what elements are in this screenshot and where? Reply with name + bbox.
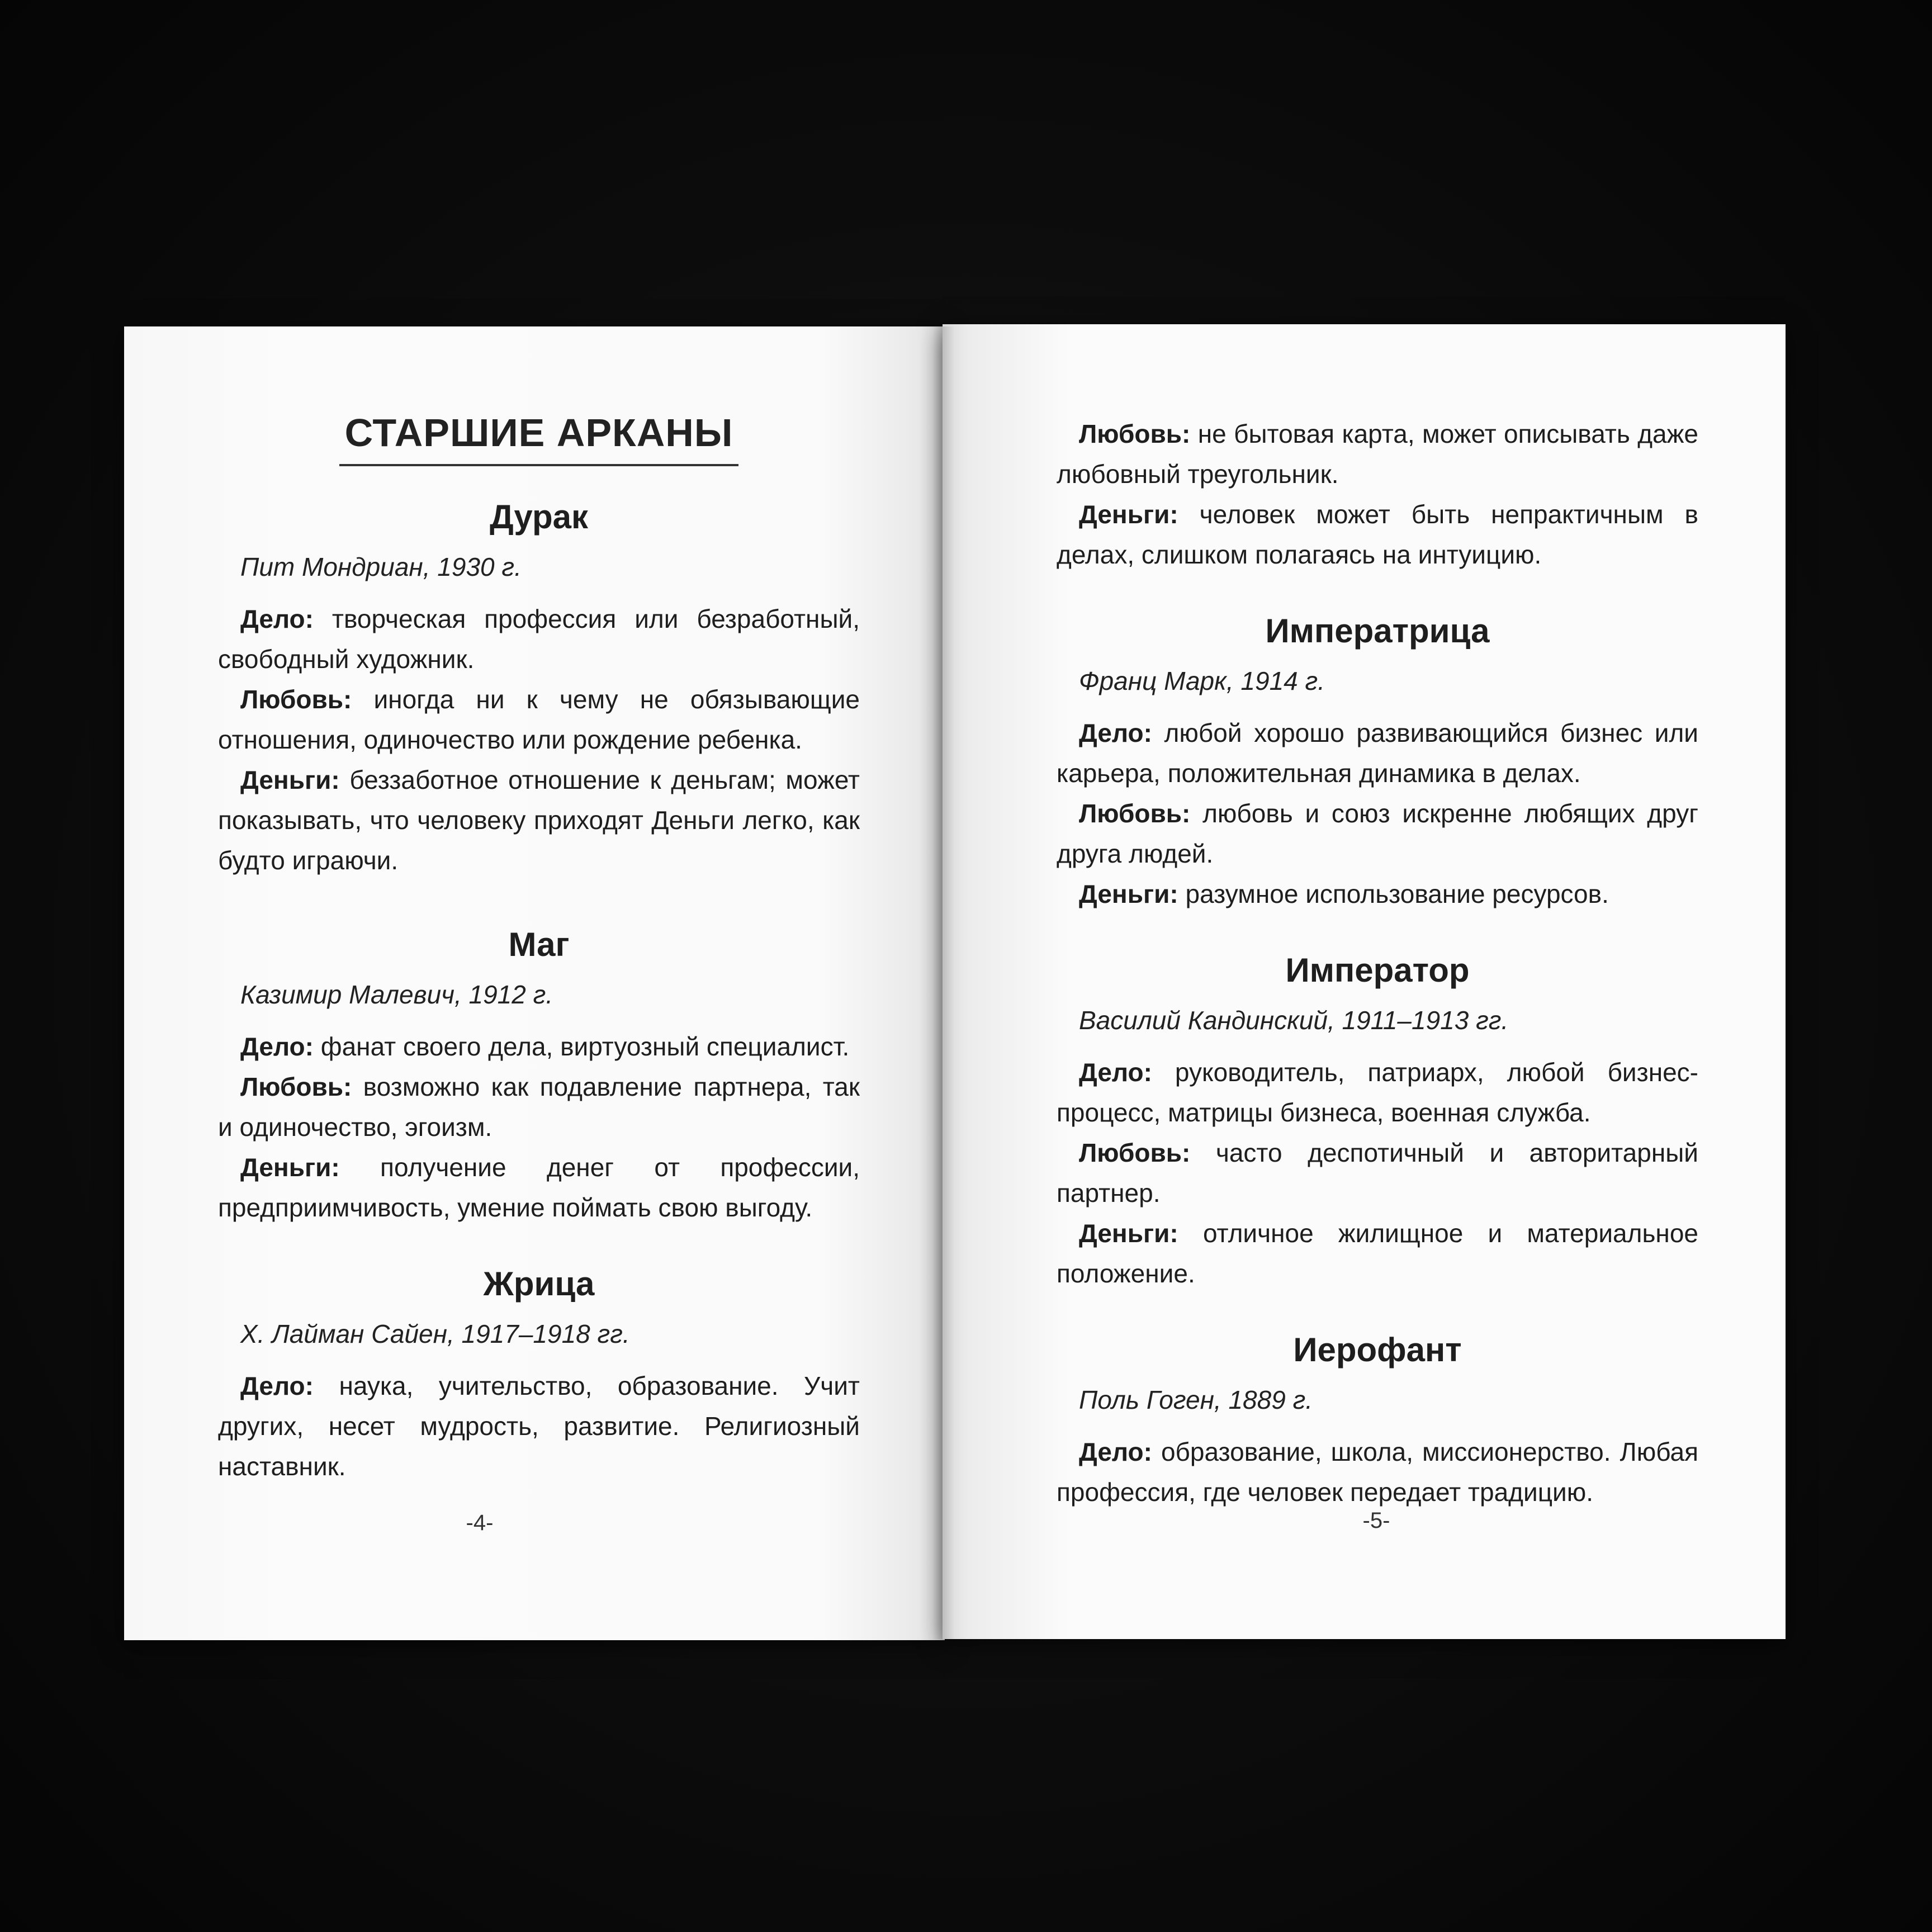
- entry-work-fool: [218, 599, 860, 679]
- text-money: беззаботное отношение к деньгам; может показывать, что человеку приходят Деньги легко, как будто играючи.: [218, 765, 860, 875]
- label-work: Дело:: [240, 604, 314, 633]
- label-love: Любовь:: [240, 1072, 352, 1101]
- entry-money-fool: [218, 760, 860, 880]
- label-money: Деньги:: [240, 1153, 340, 1182]
- text-work: любой хорошо развивающийся бизнес или карьера, положительная динамика в делах.: [1057, 718, 1698, 788]
- section-title-text: СТАРШИЕ АРКАНЫ: [339, 410, 739, 466]
- text-work: образование, школа, миссионерство. Любая профессия, где человек передает традицию.: [1057, 1437, 1698, 1507]
- label-money: Деньги:: [240, 765, 340, 794]
- label-love: Любовь:: [1079, 419, 1191, 448]
- label-work: Дело:: [240, 1032, 314, 1061]
- label-money: Деньги:: [1079, 1219, 1178, 1248]
- label-work: Дело:: [1079, 718, 1152, 747]
- label-work: Дело:: [240, 1371, 314, 1400]
- text-work: фанат своего дела, виртуозный специалист.: [313, 1032, 850, 1061]
- text-work: творческая профессия или безработный, свободный художник.: [218, 604, 860, 674]
- text-work: руководитель, патриарх, любой бизнес-процесс, матрицы бизнеса, военная служба.: [1057, 1058, 1698, 1127]
- entry-love-magician: [218, 1067, 860, 1147]
- right-page: [943, 324, 1786, 1639]
- card-artwork-emperor: Василий Кандинский, 1911–1913 гг.: [1079, 1006, 1509, 1035]
- entry-love-continued: [1057, 414, 1698, 494]
- card-title-fool: Дурак: [489, 498, 589, 536]
- text-work: наука, учительство, образование. Учит других, несет мудрость, развитие. Религиозный наставник.: [218, 1371, 860, 1481]
- text-love: иногда ни к чему не обязывающие отношения, одиночество или рождение ребенка.: [218, 685, 860, 754]
- text-love: любовь и союз искренне любящих друг друга людей.: [1057, 799, 1698, 868]
- text-love: возможно как подавление партнера, так и одиночество, эгоизм.: [218, 1072, 860, 1142]
- text-money: человек может быть непрактичным в делах, слишком полагаясь на интуицию.: [1057, 500, 1698, 569]
- entry-love-empress: [1057, 793, 1698, 874]
- right-page-content: [1057, 414, 1698, 1512]
- spacer: [218, 1228, 860, 1265]
- card-artwork-fool: Пит Мондриан, 1930 г.: [240, 552, 522, 581]
- left-page-content: [218, 410, 860, 1486]
- entry-money-magician: [218, 1147, 860, 1228]
- card-title-magician: Маг: [508, 926, 570, 963]
- spacer: [1057, 575, 1698, 612]
- entry-work-emperor: [1057, 1052, 1698, 1133]
- entry-money-empress: [1057, 874, 1698, 914]
- entry-love-fool: [218, 679, 860, 760]
- label-work: Дело:: [1079, 1058, 1152, 1087]
- section-title: [218, 410, 860, 466]
- entry-work-empress: [1057, 713, 1698, 793]
- card-title-priestess: Жрица: [483, 1265, 595, 1303]
- book-spine-shadow: [932, 326, 955, 1639]
- spacer: [218, 880, 860, 925]
- card-artwork-magician: Казимир Малевич, 1912 г.: [240, 980, 553, 1009]
- text-love: часто деспотичный и авторитарный партнер.: [1057, 1138, 1698, 1208]
- entry-money-continued: [1057, 494, 1698, 575]
- card-artwork-empress: Франц Марк, 1914 г.: [1079, 666, 1325, 695]
- label-love: Любовь:: [1079, 1138, 1191, 1167]
- label-love: Любовь:: [1079, 799, 1191, 828]
- label-money: Деньги:: [1079, 879, 1178, 908]
- card-title-emperor: Император: [1285, 951, 1470, 989]
- text-money: получение денег от профессии, предприимчивость, умение поймать свою выгоду.: [218, 1153, 860, 1222]
- spacer: [1057, 914, 1698, 951]
- page-number-left: -4-: [466, 1510, 494, 1535]
- card-title-empress: Императрица: [1265, 612, 1490, 650]
- label-work: Дело:: [1079, 1437, 1152, 1466]
- label-love: Любовь:: [240, 685, 352, 714]
- label-money: Деньги:: [1079, 500, 1178, 529]
- card-title-hierophant: Иерофант: [1293, 1331, 1462, 1368]
- text-love: не бытовая карта, может описывать даже любовный треугольник.: [1057, 419, 1698, 489]
- entry-work-hierophant: [1057, 1432, 1698, 1512]
- entry-money-emperor: [1057, 1213, 1698, 1294]
- text-money: отличное жилищное и материальное положение.: [1057, 1219, 1698, 1288]
- entry-work-priestess: [218, 1366, 860, 1486]
- page-number-right: -5-: [1362, 1508, 1390, 1533]
- entry-work-magician: [218, 1026, 860, 1067]
- card-artwork-hierophant: Поль Гоген, 1889 г.: [1079, 1385, 1313, 1414]
- spacer: [1057, 1294, 1698, 1330]
- text-money: разумное использование ресурсов.: [1178, 879, 1609, 908]
- card-artwork-priestess: Х. Лайман Сайен, 1917–1918 гг.: [240, 1319, 630, 1348]
- entry-love-emperor: [1057, 1133, 1698, 1213]
- left-page: [124, 326, 945, 1640]
